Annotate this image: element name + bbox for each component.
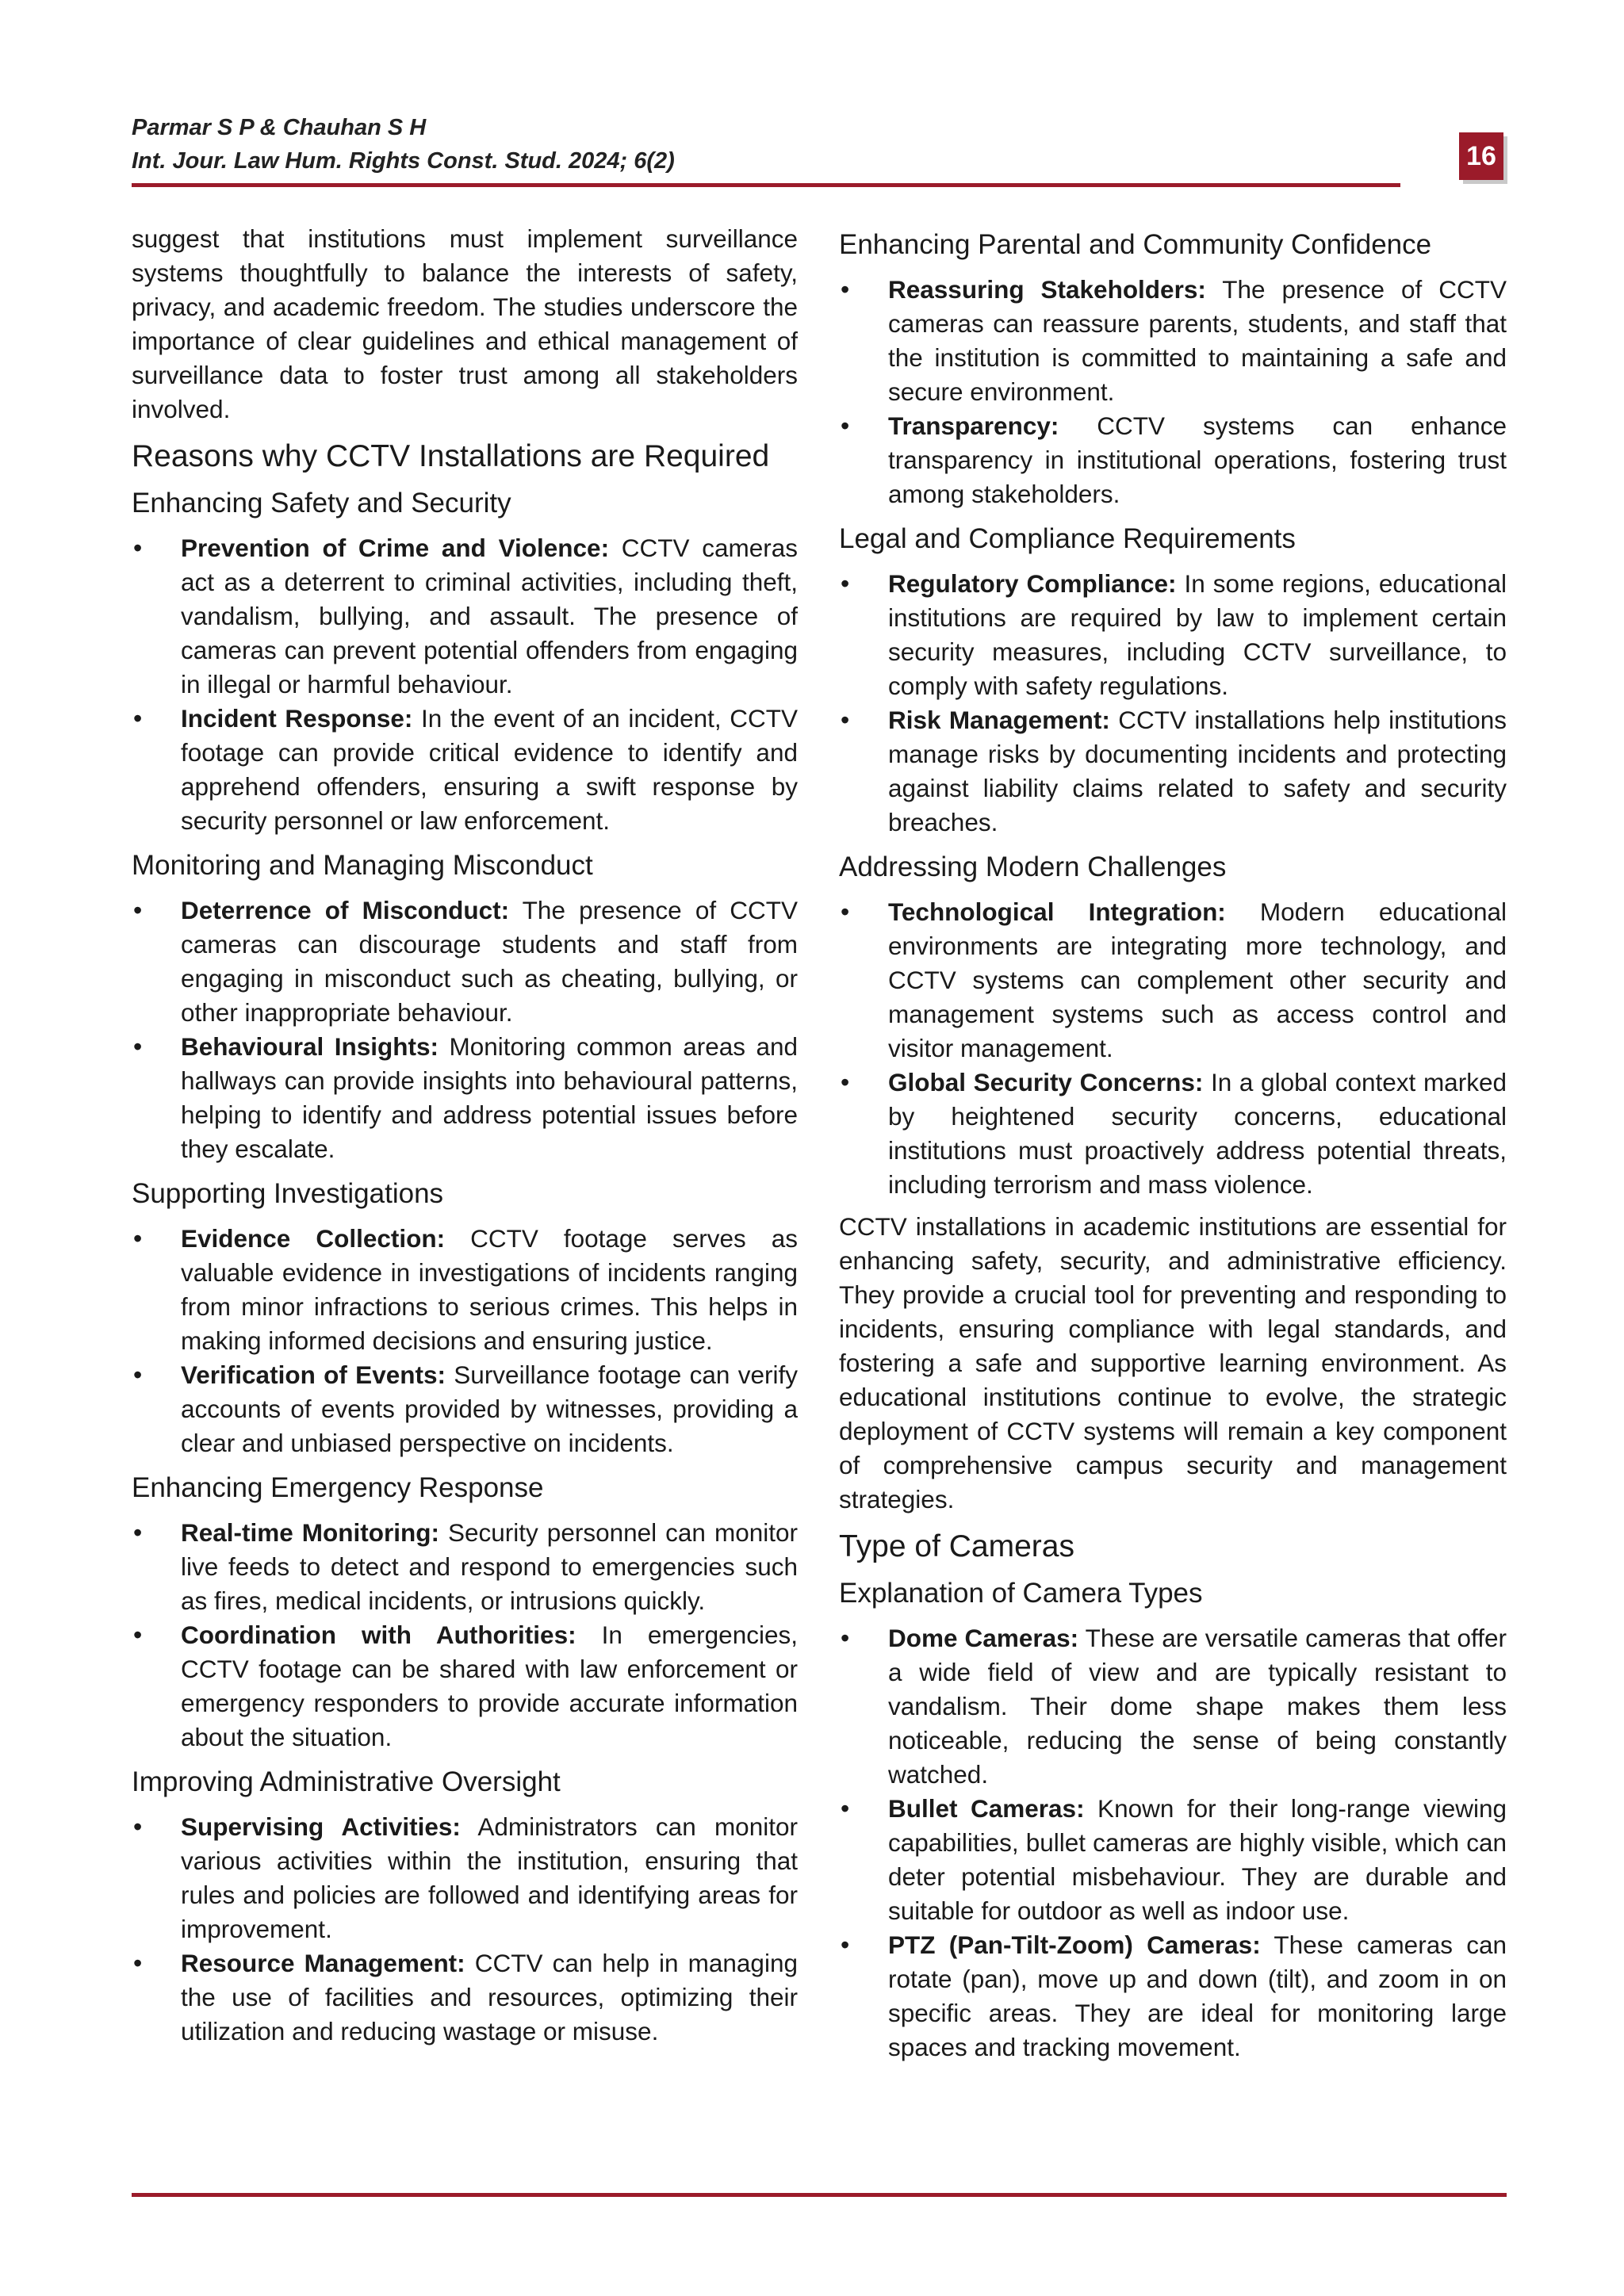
- subheading-investigations: Supporting Investigations: [132, 1178, 444, 1209]
- bullet-list-confidence: [839, 273, 1507, 511]
- list-item: [839, 409, 1507, 511]
- list-item: [839, 1066, 1507, 1202]
- list-item: [132, 1516, 798, 1618]
- bullet-icon: •: [133, 704, 143, 733]
- item-text: In some regions, educational institutions are required by law to implement certain security measures, including CCTV surveillance, to comply with safety regulations.: [888, 569, 1507, 700]
- subheading-compliance: Legal and Compliance Requirements: [839, 523, 1296, 554]
- list-item: [839, 1928, 1507, 2064]
- list-item: [839, 703, 1507, 840]
- list-item: [132, 702, 798, 838]
- item-text: CCTV systems can enhance transparency in institutional operations, fostering trust among stakeholders.: [888, 411, 1507, 508]
- header-authors: Parmar S P & Chauhan S H: [132, 115, 427, 140]
- list-item: [132, 1030, 798, 1166]
- item-text: CCTV footage serves as valuable evidence in investigations of incidents ranging from minor infractions to serious crimes. This helps in making informed decisions and ensuring justice.: [181, 1224, 798, 1355]
- list-item: [132, 1618, 798, 1755]
- list-item: [839, 567, 1507, 703]
- bullet-icon: •: [841, 897, 850, 926]
- conclusion-paragraph: CCTV installations in academic institutions are essential for enhancing safety, security, and administrative efficiency. They provide a crucial tool for preventing and responding to incidents, ensuring compliance with legal standards, and fostering a safe and supportive learning environment. As educational institutions continue to evolve, the strategic deployment of CCTV systems will remain a key component of comprehensive campus security and management strategies.: [839, 1212, 1507, 1513]
- list-item: [132, 1946, 798, 2049]
- subheading-camera-types: Explanation of Camera Types: [839, 1578, 1203, 1609]
- footer-divider: [132, 2193, 1507, 2197]
- item-text: In the event of an incident, CCTV footage can provide critical evidence to identify and apprehend offenders, ensuring a swift response by security personnel or law enforcement.: [181, 704, 799, 835]
- bullet-icon: •: [133, 1360, 143, 1389]
- list-item: [839, 895, 1507, 1066]
- running-header: [132, 111, 1400, 178]
- bullet-icon: •: [841, 706, 850, 734]
- item-term: Bullet Cameras:: [888, 1794, 1085, 1823]
- subheading-safety: Enhancing Safety and Security: [132, 488, 511, 519]
- list-item: [132, 531, 798, 702]
- item-term: Dome Cameras:: [888, 1624, 1079, 1652]
- item-text: The presence of CCTV cameras can discourage students and staff from engaging in misconduct such as cheating, bullying, or other inappropriate behaviour.: [181, 896, 798, 1027]
- bullet-icon: •: [133, 896, 143, 924]
- bullet-icon: •: [133, 1518, 143, 1547]
- bullet-list-safety: [132, 531, 798, 838]
- bullet-icon: •: [133, 1032, 143, 1061]
- item-term: Evidence Collection:: [181, 1224, 446, 1253]
- header-divider: [132, 183, 1400, 187]
- item-term: Real-time Monitoring:: [181, 1518, 439, 1547]
- header-journal: Int. Jour. Law Hum. Rights Const. Stud. 2024; 6(2): [132, 148, 675, 174]
- section-heading-reasons: Reasons why CCTV Installations are Required: [132, 439, 770, 473]
- item-text: Security personnel can monitor live feeds to detect and respond to emergencies such as fires, medical incidents, or intrusions quickly.: [181, 1518, 798, 1615]
- list-item: [132, 1358, 798, 1460]
- bullet-list-camera-types: [839, 1621, 1507, 2064]
- item-term: Risk Management:: [888, 706, 1110, 734]
- bullet-icon: •: [133, 1224, 143, 1253]
- item-term: Reassuring Stakeholders:: [888, 275, 1206, 304]
- bullet-icon: •: [841, 411, 850, 440]
- item-term: Global Security Concerns:: [888, 1068, 1204, 1096]
- bullet-list-oversight: [132, 1810, 798, 2049]
- bullet-icon: •: [841, 1794, 850, 1823]
- item-text: Modern educational environments are integrating more technology, and CCTV systems can complement other security and management systems such as access control and visitor management.: [888, 897, 1507, 1062]
- bullet-icon: •: [841, 1931, 850, 1959]
- item-text: Surveillance footage can verify accounts of events provided by witnesses, providing a clear and unbiased perspective on incidents.: [181, 1360, 798, 1457]
- list-item: [132, 1222, 798, 1358]
- left-column: [132, 222, 798, 2057]
- item-term: Supervising Activities:: [181, 1812, 461, 1841]
- item-text: Monitoring common areas and hallways can provide insights into behavioural patterns, helping to identify and address potential issues before they escalate.: [181, 1032, 799, 1163]
- bullet-icon: •: [841, 569, 850, 598]
- item-text: CCTV cameras act as a deterrent to criminal activities, including theft, vandalism, bullying, and assault. The presence of cameras can prevent potential offenders from engaging in illegal or harmful behaviour.: [181, 534, 798, 698]
- bullet-list-investigations: [132, 1222, 798, 1460]
- bullet-list-emergency: [132, 1516, 798, 1755]
- section-heading-camera-types: Type of Cameras: [839, 1529, 1074, 1563]
- subheading-confidence: Enhancing Parental and Community Confidence: [839, 229, 1432, 260]
- item-term: Verification of Events:: [181, 1360, 446, 1389]
- intro-paragraph: suggest that institutions must implement surveillance systems thoughtfully to balance the interests of safety, privacy, and academic freedom. The studies underscore the importance of clear guidelines and ethical management of surveillance data to foster trust among all stakeholders involved.: [132, 224, 798, 423]
- item-text: Administrators can monitor various activities within the institution, ensuring that rules and policies are followed and identifying areas for improvement.: [181, 1812, 798, 1943]
- item-text: These are versatile cameras that offer a wide field of view and are typically resistant to vandalism. Their dome shape makes them less noticeable, reducing the sense of being constantly watched.: [888, 1624, 1507, 1789]
- item-term: Regulatory Compliance:: [888, 569, 1177, 598]
- subheading-oversight: Improving Administrative Oversight: [132, 1766, 561, 1797]
- item-text: In emergencies, CCTV footage can be shared with law enforcement or emergency responders to provide accurate information about the situation.: [181, 1621, 798, 1751]
- item-text: CCTV can help in managing the use of facilities and resources, optimizing their utilization and reducing wastage or misuse.: [181, 1949, 798, 2045]
- item-text: These cameras can rotate (pan), move up and down (tilt), and zoom in on specific areas. They are ideal for monitoring large spaces and tracking movement.: [888, 1931, 1507, 2061]
- subheading-challenges: Addressing Modern Challenges: [839, 851, 1227, 882]
- item-text: Known for their long-range viewing capabilities, bullet cameras are highly visible, which can deter potential misbehaviour. They are durable and suitable for outdoor as well as indoor use.: [888, 1794, 1507, 1925]
- subheading-emergency: Enhancing Emergency Response: [132, 1472, 544, 1503]
- subheading-misconduct: Monitoring and Managing Misconduct: [132, 850, 593, 881]
- bullet-icon: •: [841, 1624, 850, 1652]
- bullet-icon: •: [841, 275, 850, 304]
- item-term: Coordination with Authorities:: [181, 1621, 576, 1649]
- item-term: Behavioural Insights:: [181, 1032, 439, 1061]
- item-term: PTZ (Pan-Tilt-Zoom) Cameras:: [888, 1931, 1261, 1959]
- item-term: Resource Management:: [181, 1949, 465, 1977]
- item-term: Transparency:: [888, 411, 1059, 440]
- page-number-badge: 16: [1459, 132, 1503, 180]
- bullet-icon: •: [133, 1812, 143, 1841]
- bullet-icon: •: [133, 1949, 143, 1977]
- bullet-icon: •: [133, 1621, 143, 1649]
- bullet-list-misconduct: [132, 894, 798, 1166]
- list-item: [839, 1621, 1507, 1792]
- bullet-icon: •: [133, 534, 143, 562]
- item-text: CCTV installations help institutions manage risks by documenting incidents and protecting against liability claims related to safety and security breaches.: [888, 706, 1507, 836]
- right-column: [839, 222, 1507, 2072]
- item-text: The presence of CCTV cameras can reassure parents, students, and staff that the institution is committed to maintaining a safe and secure environment.: [888, 275, 1507, 406]
- bullet-list-challenges: [839, 895, 1507, 1202]
- item-term: Prevention of Crime and Violence:: [181, 534, 610, 562]
- item-term: Technological Integration:: [888, 897, 1226, 926]
- item-text: In a global context marked by heightened security concerns, educational institutions must proactively address potential threats, including terrorism and mass violence.: [888, 1068, 1507, 1199]
- bullet-list-compliance: [839, 567, 1507, 840]
- list-item: [839, 1792, 1507, 1928]
- list-item: [839, 273, 1507, 409]
- list-item: [132, 894, 798, 1030]
- item-term: Incident Response:: [181, 704, 413, 733]
- item-term: Deterrence of Misconduct:: [181, 896, 510, 924]
- bullet-icon: •: [841, 1068, 850, 1096]
- list-item: [132, 1810, 798, 1946]
